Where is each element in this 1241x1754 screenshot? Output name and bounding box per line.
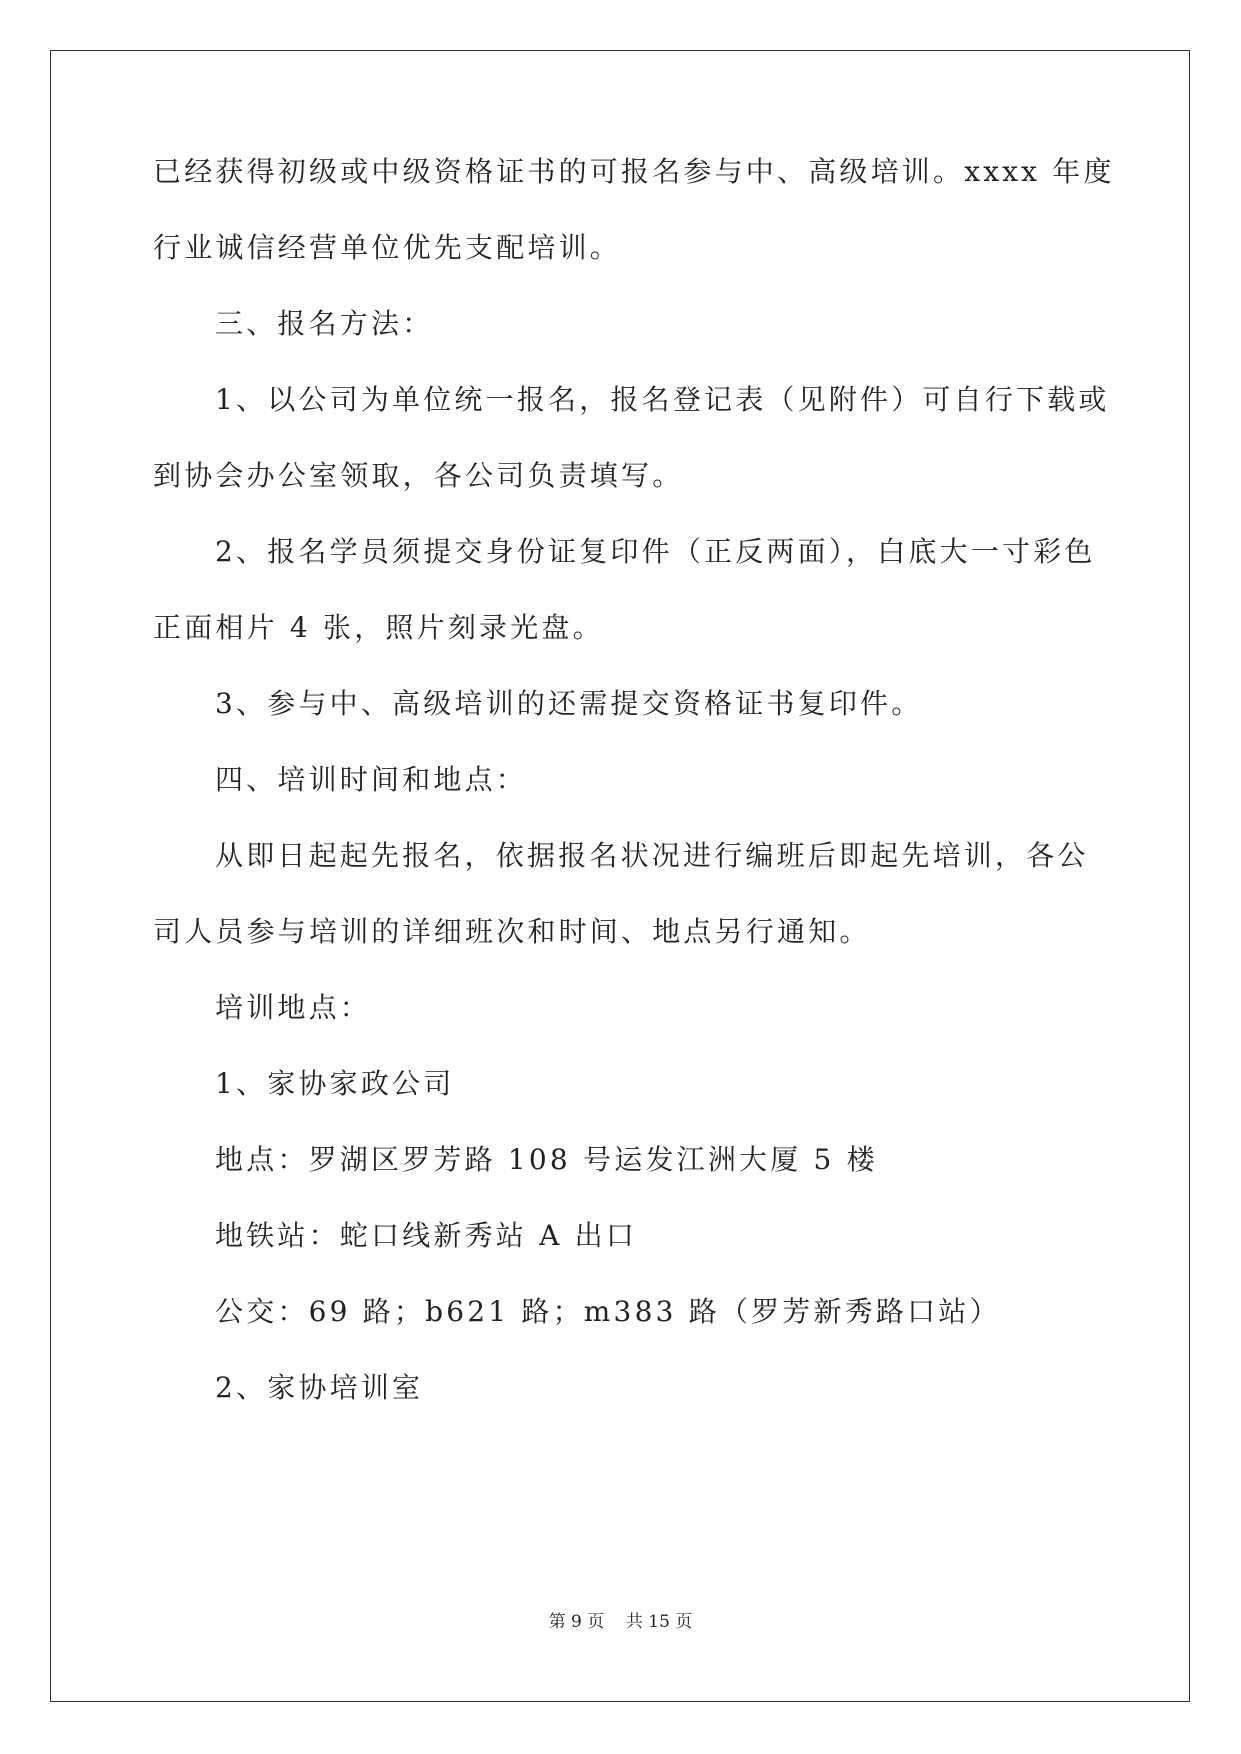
paragraph-line: 1、家协家政公司 [215, 1067, 455, 1100]
paragraph-line: 已经获得初级或中级资格证书的可报名参与中、高级培训。xxxx 年度 [153, 155, 1115, 188]
paragraph-line: 地铁站：蛇口线新秀站 A 出口 [215, 1219, 638, 1252]
page-number: 第 9 页 [548, 1612, 605, 1632]
paragraph-line: 3、参与中、高级培训的还需提交资格证书复印件。 [215, 687, 923, 720]
paragraph-line: 公交：69 路；b621 路；m383 路（罗芳新秀路口站） [215, 1295, 1001, 1328]
paragraph-line: 从即日起起先报名，依据报名状况进行编班后即起先培训，各公 [215, 839, 1089, 872]
paragraph-line: 到协会办公室领取，各公司负责填写。 [153, 459, 684, 492]
page-border [50, 50, 1190, 1702]
page-footer [0, 1612, 1241, 1632]
paragraph-line: 2、家协培训室 [215, 1371, 424, 1404]
page-total: 共 15 页 [625, 1612, 693, 1632]
paragraph-line: 司人员参与培训的详细班次和时间、地点另行通知。 [153, 915, 871, 948]
paragraph-line: 2、报名学员须提交身份证复印件（正反两面），白底大一寸彩色 [215, 535, 1096, 568]
paragraph-line: 地点：罗湖区罗芳路 108 号运发江洲大厦 5 楼 [215, 1143, 878, 1176]
paragraph-line: 培训地点： [215, 991, 372, 1024]
paragraph-line: 行业诚信经营单位优先支配培训。 [153, 231, 622, 264]
section-heading: 四、培训时间和地点： [215, 763, 528, 796]
section-heading: 三、报名方法： [215, 307, 434, 340]
paragraph-line: 1、以公司为单位统一报名，报名登记表（见附件）可自行下载或 [215, 383, 1110, 416]
paragraph-line: 正面相片 4 张，照片刻录光盘。 [153, 611, 604, 644]
